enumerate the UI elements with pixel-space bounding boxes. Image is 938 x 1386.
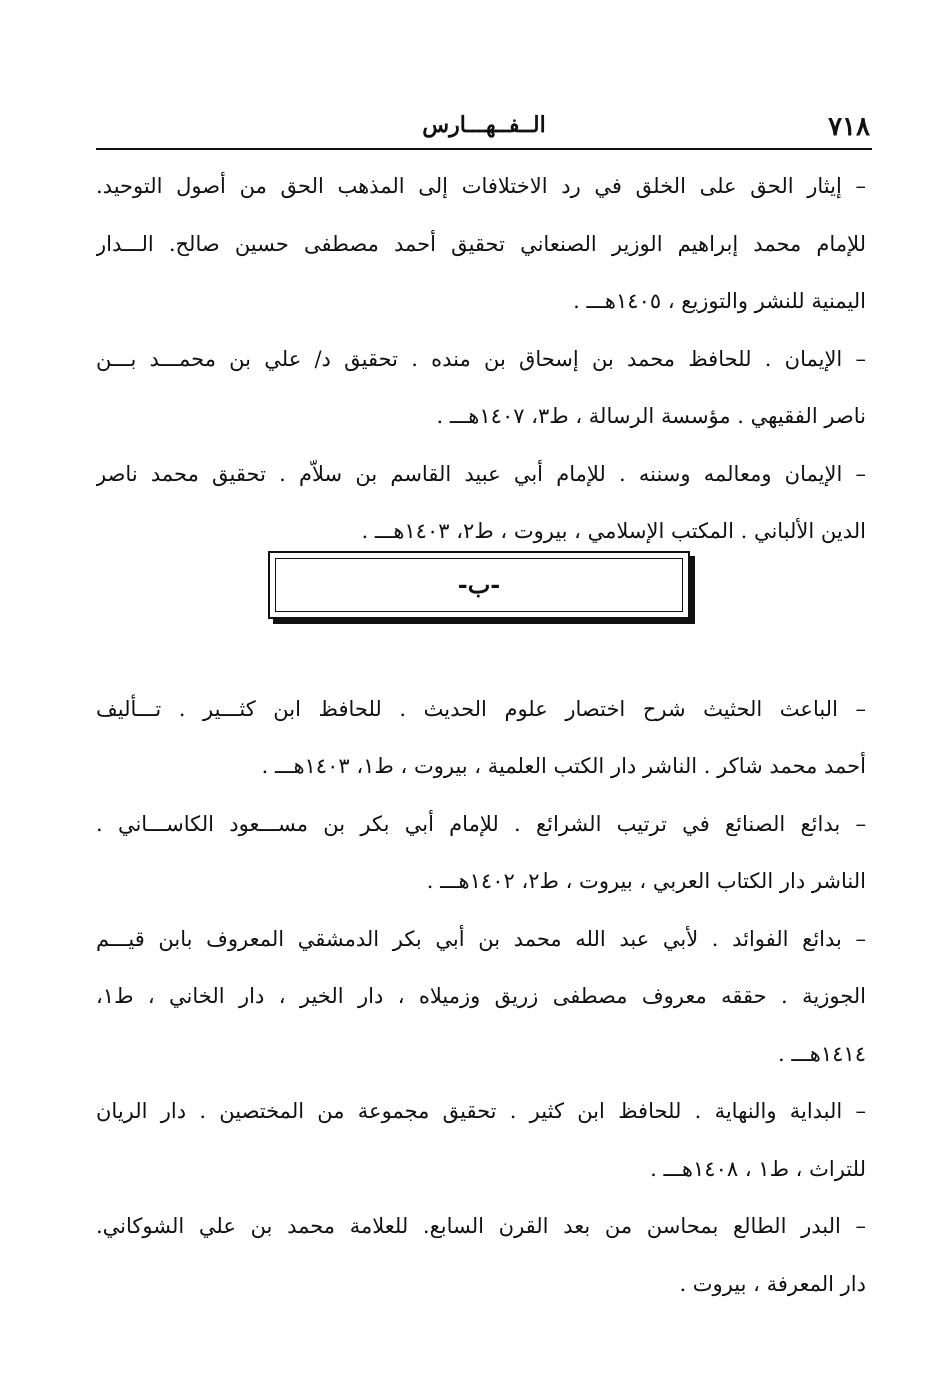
entry-line: – الإيمان ومعالمه وسننه . للإمام أبي عبيد القاسم بن سلاّم . تحقيق محمد ناصر bbox=[96, 461, 866, 486]
entry-line: دار المعرفة ، بيروت . bbox=[679, 1271, 866, 1296]
entry-line: – البدر الطالع بمحاسن من بعد القرن السابع. للعلامة محمد بن علي الشوكاني. bbox=[96, 1214, 866, 1238]
entry-line: الدين الألباني . المكتب الإسلامي ، بيروت ، ط٢، ١٤٠٣هـــ . bbox=[361, 519, 866, 543]
entry-line: الجوزية . حققه معروف مصطفى زريق وزميلاه ، دار الخير ، دار الخاني ، ط١، bbox=[96, 984, 866, 1008]
entry-line: للإمام محمد إبراهيم الوزير الصنعاني تحقيق أحمد مصطفى حسين صالح. الـــدار bbox=[96, 231, 866, 256]
entry-line: أحمد محمد شاكر . الناشر دار الكتب العلمية ، بيروت ، ط١، ١٤٠٣هـــ . bbox=[261, 754, 866, 778]
entries-alif bbox=[96, 158, 866, 561]
bib-entry bbox=[96, 1083, 866, 1198]
entry-line: – بدائع الفوائد . لأبي عبد الله محمد بن أبي بكر الدمشقي المعروف بابن قيـــم bbox=[96, 926, 866, 951]
running-title: الــفــهـــارس bbox=[422, 112, 546, 138]
entry-line: اليمنية للنشر والتوزيع ، ١٤٠٥هـــ . bbox=[573, 289, 866, 313]
entry-line: – الباعث الحثيث شرح اختصار علوم الحديث . للحافظ ابن كثـــير . تـــأليف bbox=[96, 696, 866, 721]
section-heading-letter: -ب- bbox=[275, 558, 683, 612]
bib-entry bbox=[96, 796, 866, 911]
entry-line: الناشر دار الكتاب العربي ، بيروت ، ط٢، ١٤٠٢هـــ . bbox=[426, 869, 866, 893]
page-header bbox=[96, 108, 872, 148]
entry-line: – البداية والنهاية . للحافظ ابن كثير . تحقيق مجموعة من المختصين . دار الريان bbox=[96, 1099, 866, 1123]
header-rule bbox=[96, 148, 872, 150]
section-heading-box bbox=[268, 551, 690, 619]
entry-line: – الإيمان . للحافظ محمد بن إسحاق بن منده . تحقيق د/ علي بن محمـــد بـــن bbox=[96, 346, 866, 371]
page-number: ٧١٨ bbox=[828, 112, 870, 142]
bib-entry bbox=[96, 911, 866, 1084]
bibliography-text bbox=[96, 158, 866, 1313]
bib-entry bbox=[96, 681, 866, 796]
bib-entry bbox=[96, 158, 866, 331]
entry-line: – بدائع الصنائع في ترتيب الشرائع . للإمام أبي بكر بن مســـعود الكاســـاني . bbox=[96, 811, 866, 836]
entry-line: للتراث ، ط١ ، ١٤٠٨هـــ . bbox=[650, 1156, 866, 1181]
bib-entry bbox=[96, 446, 866, 561]
bib-entry bbox=[96, 331, 866, 446]
entry-line: – إيثار الحق على الخلق في رد الاختلافات إلى المذهب الحق من أصول التوحيد. bbox=[96, 174, 866, 198]
entry-line: ١٤١٤هـــ . bbox=[777, 1041, 866, 1066]
entry-line: ناصر الفقيهي . مؤسسة الرسالة ، ط٣، ١٤٠٧هـــ . bbox=[436, 404, 866, 428]
entries-ba bbox=[96, 681, 866, 1314]
bib-entry bbox=[96, 1198, 866, 1313]
